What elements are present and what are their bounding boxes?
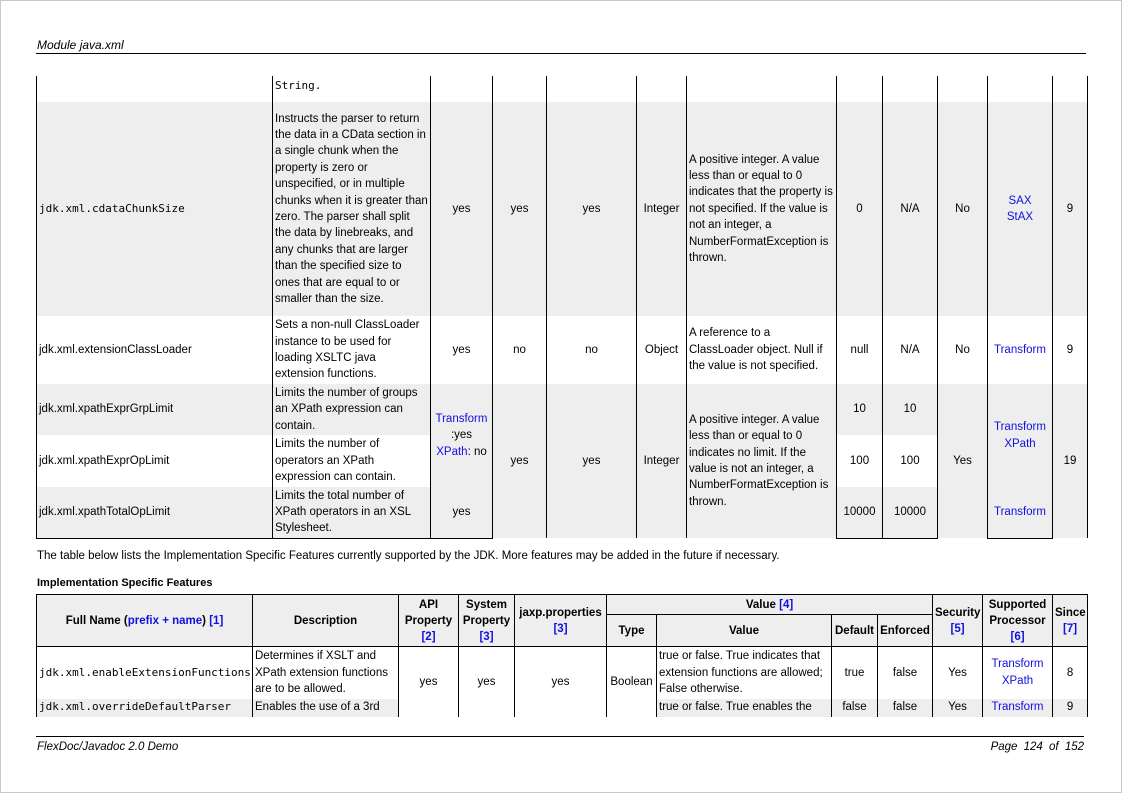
value-type: Integer <box>637 102 687 316</box>
jaxp-properties: yes <box>547 102 637 316</box>
processor-link-xpath[interactable]: XPath <box>1001 674 1034 687</box>
header-system-property: System Property [3] <box>459 595 515 647</box>
xpath-link[interactable]: XPath <box>436 445 468 458</box>
system-property: yes <box>493 384 547 538</box>
since: 19 <box>1053 384 1088 538</box>
feature-description: Determines if XSLT and XPath extension functions are to be allowed. <box>253 647 399 699</box>
since: 8 <box>1053 647 1088 699</box>
processor-link-sax[interactable]: SAX <box>1008 194 1032 207</box>
api-property: yes <box>431 316 493 384</box>
jaxp-properties: yes <box>515 647 607 717</box>
supported-processors <box>983 699 1053 717</box>
header-default: Default <box>832 615 878 647</box>
security: Yes <box>938 384 988 538</box>
property-name: jdk.xml.xpathExprGrpLimit <box>37 384 273 435</box>
ref-link-4[interactable]: [4] <box>779 598 794 611</box>
security: Yes <box>933 699 983 717</box>
enforced-value: 10000 <box>883 487 938 538</box>
default-value: 10 <box>837 384 883 435</box>
value-description: A reference to a ClassLoader object. Null if the value is not specified. <box>687 316 837 384</box>
ref-link-2[interactable]: [2] <box>421 630 436 643</box>
processor-link-xpath[interactable]: XPath <box>1004 437 1036 450</box>
system-property: yes <box>459 647 515 717</box>
table-row <box>37 384 1088 435</box>
properties-table-continued <box>36 76 1088 539</box>
property-name: jdk.xml.extensionClassLoader <box>37 316 273 384</box>
enforced-value: 100 <box>883 435 938 487</box>
ref-link-3[interactable]: [3] <box>553 622 568 635</box>
current-page: 124 <box>1023 741 1043 753</box>
property-name: jdk.xml.cdataChunkSize <box>37 102 273 316</box>
header-jaxp-properties: jaxp.properties [3] <box>515 595 607 647</box>
property-description: Limits the total number of XPath operators in an XSL Stylesheet. <box>273 487 431 538</box>
header-supported-processor: Supported Processor [6] <box>983 595 1053 647</box>
processor-link-transform[interactable]: Transform <box>991 658 1044 671</box>
default-value: false <box>832 699 878 717</box>
property-description: Limits the number of groups an XPath expression can contain. <box>273 384 431 435</box>
ref-link-7[interactable]: [7] <box>1062 622 1078 635</box>
property-description: Instructs the parser to return the data in a CData section in a single chunk when the property is zero or unspecified, or in multiple chunks when it is greater than zero. The parser shall split the data by linebreaks, and any chunks that are larger than the specified size to ones that are equal to or smaller than the size. <box>273 102 431 316</box>
header-value: Value <box>657 615 832 647</box>
table-row <box>37 647 1088 699</box>
api-property: yes <box>431 102 493 316</box>
header-type: Type <box>607 615 657 647</box>
system-property: yes <box>493 102 547 316</box>
security: No <box>938 102 988 316</box>
table-caption: Implementation Specific Features <box>37 577 213 589</box>
since: 9 <box>1053 102 1088 316</box>
property-description: Limits the number of operators an XPath expression can contain. <box>273 435 431 487</box>
api-property-text: :yes <box>450 429 473 442</box>
supported-processors <box>988 102 1053 316</box>
description-continuation: String. <box>273 76 431 102</box>
security: No <box>938 316 988 384</box>
prefix-name-link[interactable]: prefix + name <box>127 614 203 627</box>
value-description: true or false. True indicates that extension functions are allowed; False otherwise. <box>657 647 832 699</box>
default-value: 10000 <box>837 487 883 538</box>
default-value: 0 <box>837 102 883 316</box>
footer-rule <box>36 736 1084 737</box>
default-value: 100 <box>837 435 883 487</box>
header-row <box>37 595 1088 615</box>
header-value-group: Value [4] <box>607 595 933 615</box>
footer-title: FlexDoc/Javadoc 2.0 Demo <box>37 741 179 753</box>
property-name: jdk.xml.xpathExprOpLimit <box>37 435 273 487</box>
table-row <box>37 316 1088 384</box>
default-value: null <box>837 316 883 384</box>
supported-processors <box>983 647 1053 699</box>
property-name: jdk.xml.xpathTotalOpLimit <box>37 487 273 538</box>
page-header: Module java.xml <box>37 38 124 52</box>
table-row <box>37 102 1088 316</box>
value-type: Object <box>637 316 687 384</box>
features-table <box>36 594 1088 717</box>
since: 9 <box>1053 699 1088 717</box>
ref-link-6[interactable]: [6] <box>1010 630 1025 643</box>
total-pages: 152 <box>1064 741 1084 753</box>
feature-description: Enables the use of a 3rd <box>253 699 399 717</box>
ref-link-3[interactable]: [3] <box>479 630 494 643</box>
header-description: Description <box>253 595 399 647</box>
feature-name: jdk.xml.overrideDefaultParser <box>37 699 253 717</box>
api-property: yes <box>431 487 493 538</box>
supported-processors <box>988 316 1053 384</box>
feature-name: jdk.xml.enableExtensionFunctions <box>37 647 253 699</box>
default-value: true <box>832 647 878 699</box>
header-full-name: Full Name (prefix + name) [1] <box>37 595 253 647</box>
jaxp-properties: no <box>547 316 637 384</box>
value-description: A positive integer. A value less than or equal to 0 indicates that the property is not specified. If the value is not an integer, a NumberFormatException is thrown. <box>687 102 837 316</box>
jaxp-properties: yes <box>547 384 637 538</box>
enforced-value: false <box>878 647 933 699</box>
api-property <box>431 384 493 487</box>
api-property-text: : no <box>467 445 487 458</box>
cell-empty <box>37 76 273 102</box>
api-property: yes <box>399 647 459 717</box>
since: 9 <box>1053 316 1088 384</box>
ref-link-5[interactable]: [5] <box>950 622 965 635</box>
security: Yes <box>933 647 983 699</box>
processor-link-transform[interactable]: Transform <box>994 421 1046 434</box>
header-rule <box>36 53 1086 54</box>
processor-link-transform[interactable]: Transform <box>994 343 1046 356</box>
value-description: A positive integer. A value less than or equal to 0 indicates no limit. If the value is not an integer, a NumberFormatException is thrown. <box>687 384 837 538</box>
header-security: Security [5] <box>933 595 983 647</box>
ref-link-1[interactable]: [1] <box>209 614 224 627</box>
supported-processors <box>988 487 1053 538</box>
page-number: Page 124 of 152 <box>990 741 1084 753</box>
processor-link-transform[interactable]: Transform <box>994 506 1046 519</box>
value-description: true or false. True enables the <box>657 699 832 717</box>
header-since: Since [7] <box>1053 595 1088 647</box>
processor-link-stax[interactable]: StAX <box>1006 211 1034 223</box>
header-enforced: Enforced <box>878 615 933 647</box>
property-description: Sets a non-null ClassLoader instance to be used for loading XSLTC java extension functions. <box>273 316 431 384</box>
enforced-value: N/A <box>883 102 938 316</box>
intro-paragraph: The table below lists the Implementation Specific Features currently supported by the JDK. More features may be added in the future if necessary. <box>37 550 780 562</box>
value-type: Boolean <box>607 647 657 717</box>
transform-link[interactable]: Transform <box>435 412 488 425</box>
value-type: Integer <box>637 384 687 538</box>
table-row-continuation <box>37 76 1088 102</box>
processor-link-transform[interactable]: Transform <box>991 700 1044 713</box>
header-api-property: API Property [2] <box>399 595 459 647</box>
enforced-value: 10 <box>883 384 938 435</box>
supported-processors <box>988 384 1053 487</box>
enforced-value: false <box>878 699 933 717</box>
enforced-value: N/A <box>883 316 938 384</box>
system-property: no <box>493 316 547 384</box>
